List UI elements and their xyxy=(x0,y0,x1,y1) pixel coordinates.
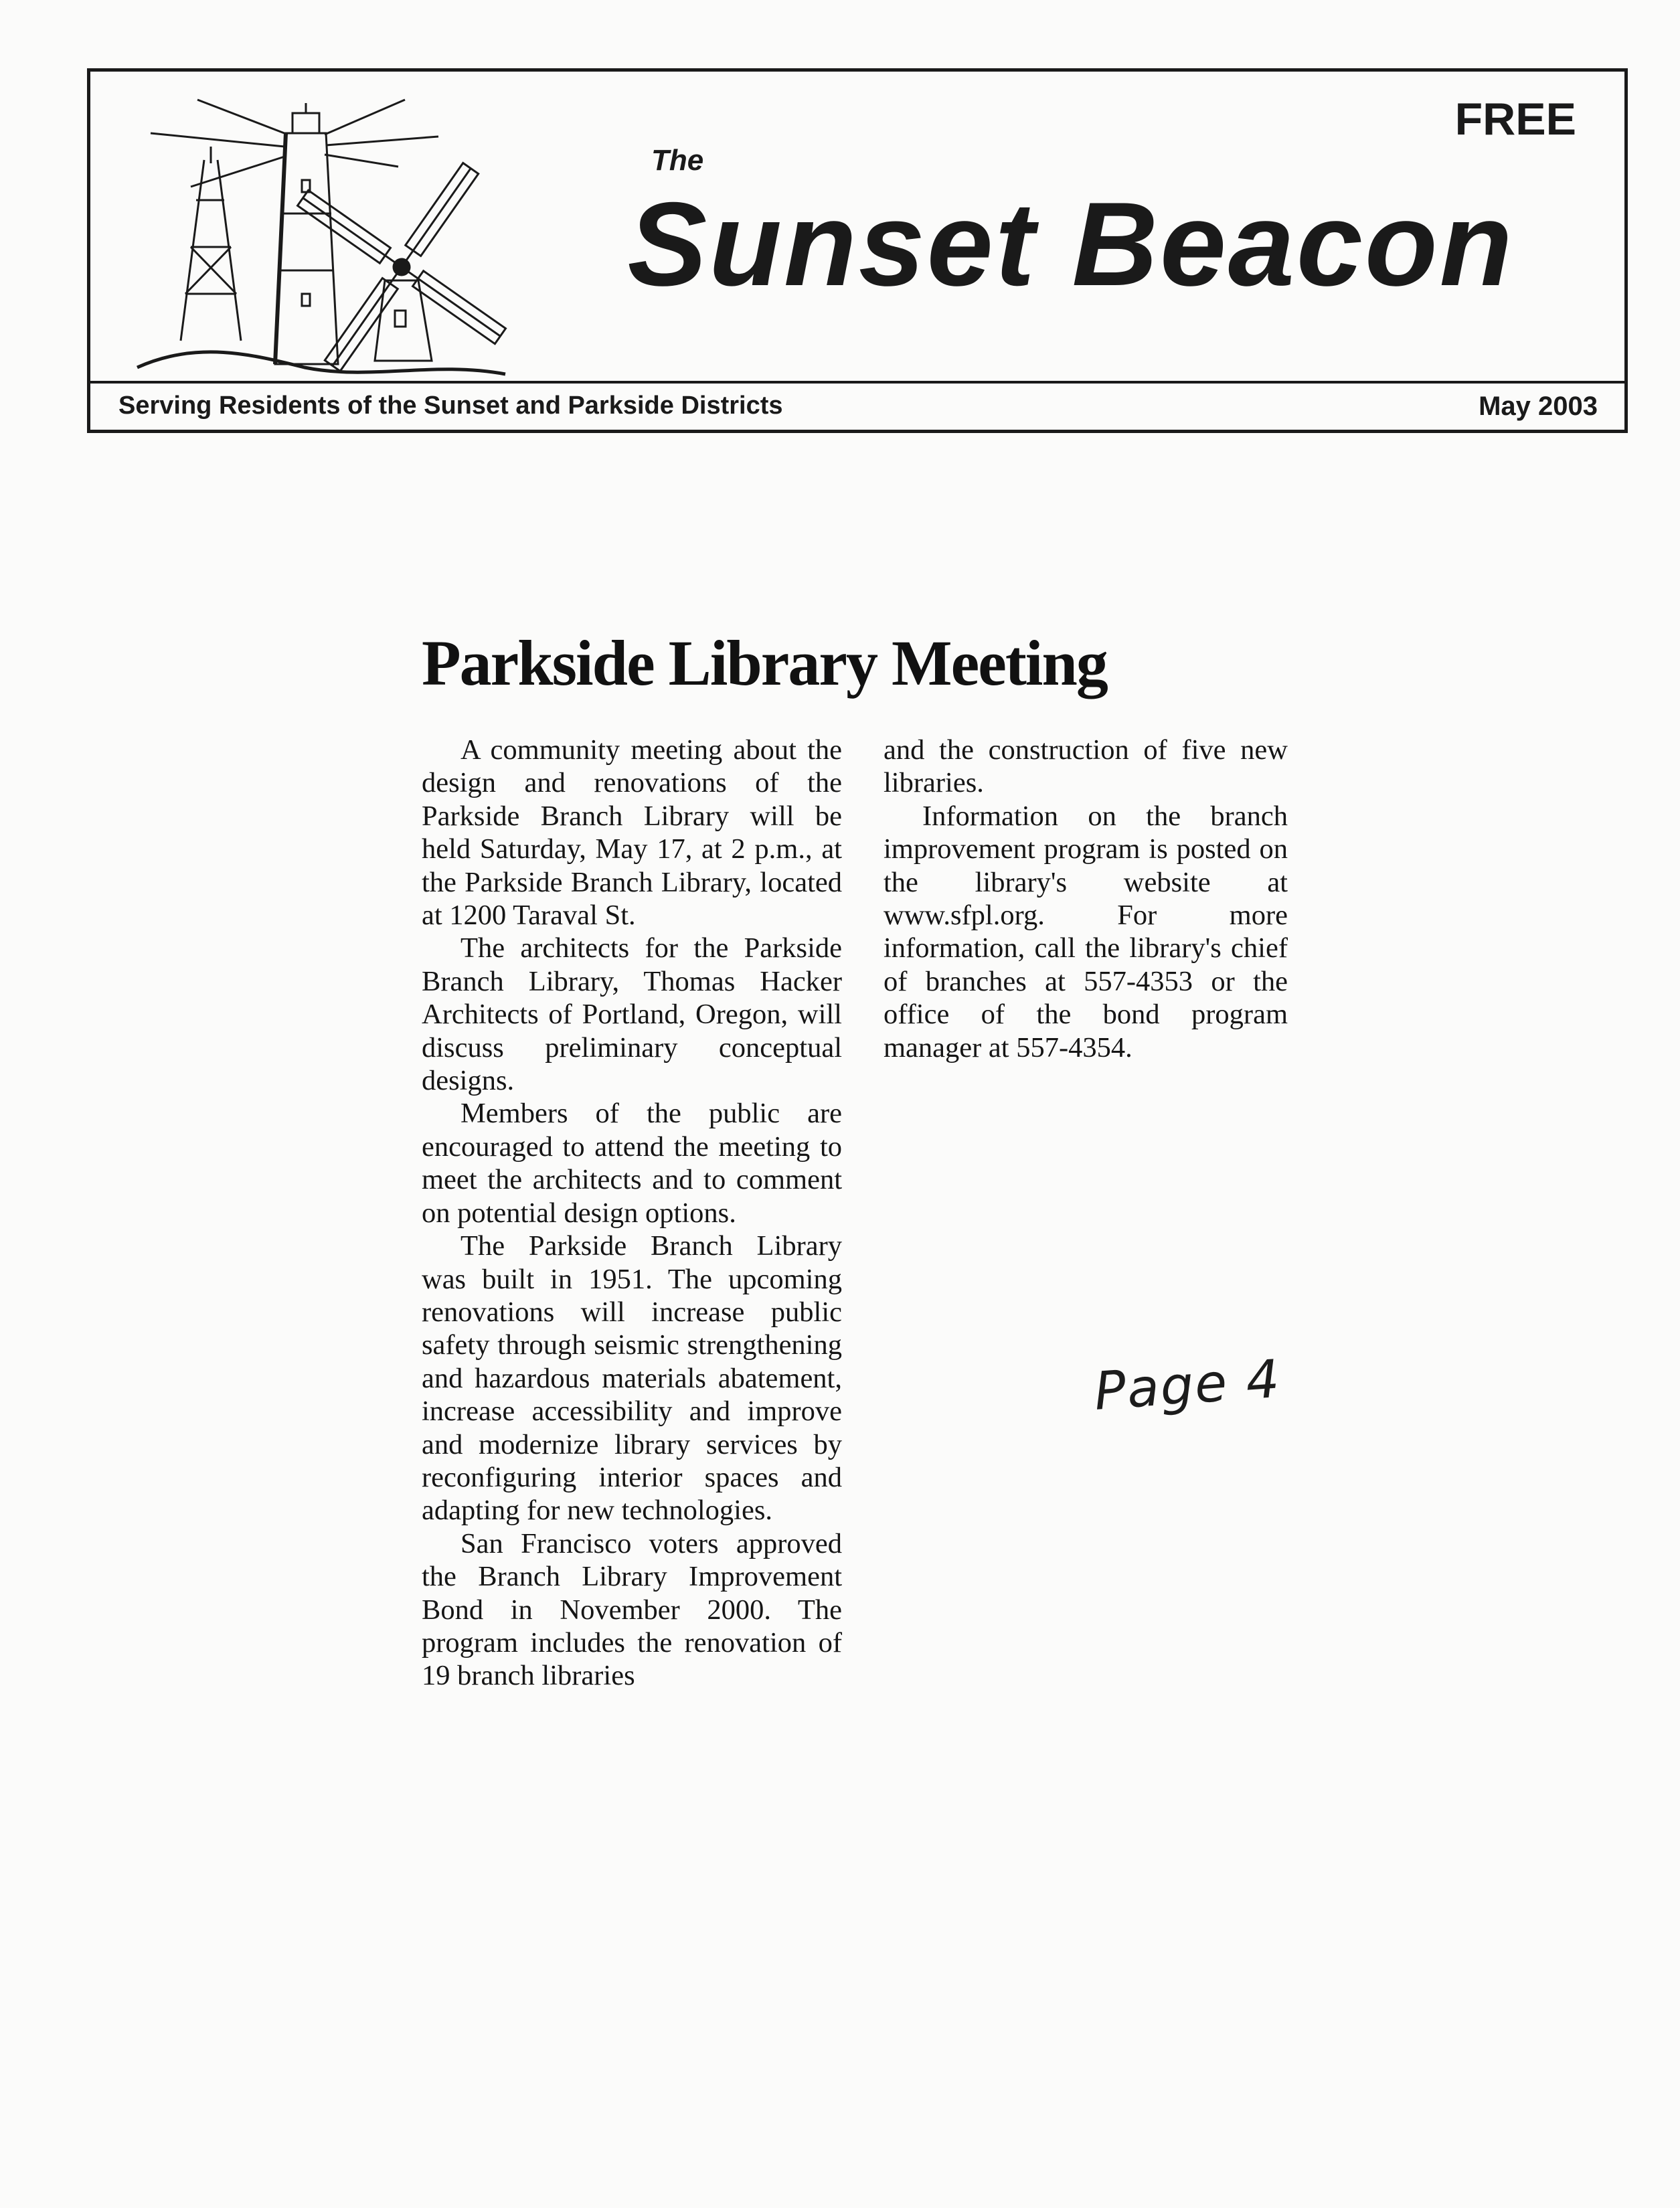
article-paragraph: and the construction of five new libraries. xyxy=(884,734,1288,799)
article-paragraph: Information on the branch improvement program is posted on the library's website at www.sfpl.org. For more information, call the library's chief of branches at 557-4353 or the office of the bond program manager at 557-4354. xyxy=(884,800,1288,1064)
article-column-left xyxy=(422,734,842,1693)
masthead-tagline: Serving Residents of the Sunset and Parkside Districts xyxy=(118,392,783,420)
lighthouse-windmill-logo xyxy=(117,86,519,381)
newspaper-title: Sunset Beacon xyxy=(627,177,1515,311)
article-paragraph: A community meeting about the design and renovations of the Parkside Branch Library will be held Saturday, May 17, at 2 p.m., at the Parkside Branch Library, located at 1200 Taraval St. xyxy=(422,734,842,932)
issue-date: May 2003 xyxy=(1479,392,1598,421)
article-column-right xyxy=(884,734,1288,1064)
article-headline: Parkside Library Meeting xyxy=(422,627,1107,699)
article-paragraph: The Parkside Branch Library was built in 1951. The upcoming renovations will increase public safety through seismic strengthening and hazardous materials abatement, increase accessibility and improve and modernize library services by reconfiguring interior spaces and adapting for new technologies. xyxy=(422,1230,842,1527)
handwritten-page-note: Page 4 xyxy=(1092,1349,1283,1422)
article-paragraph: The architects for the Parkside Branch Library, Thomas Hacker Architects of Portland, Oregon, will discuss preliminary conceptual designs. xyxy=(422,932,842,1097)
masthead-divider xyxy=(90,381,1624,384)
title-article: The xyxy=(651,144,704,177)
masthead xyxy=(87,68,1628,433)
price-label: FREE xyxy=(1454,94,1576,145)
article-paragraph: Members of the public are encouraged to attend the meeting to meet the architects and to comment on potential design options. xyxy=(422,1098,842,1229)
article-paragraph: San Francisco voters approved the Branch Library Improvement Bond in November 2000. The program includes the renovation of 19 branch libraries xyxy=(422,1527,842,1692)
